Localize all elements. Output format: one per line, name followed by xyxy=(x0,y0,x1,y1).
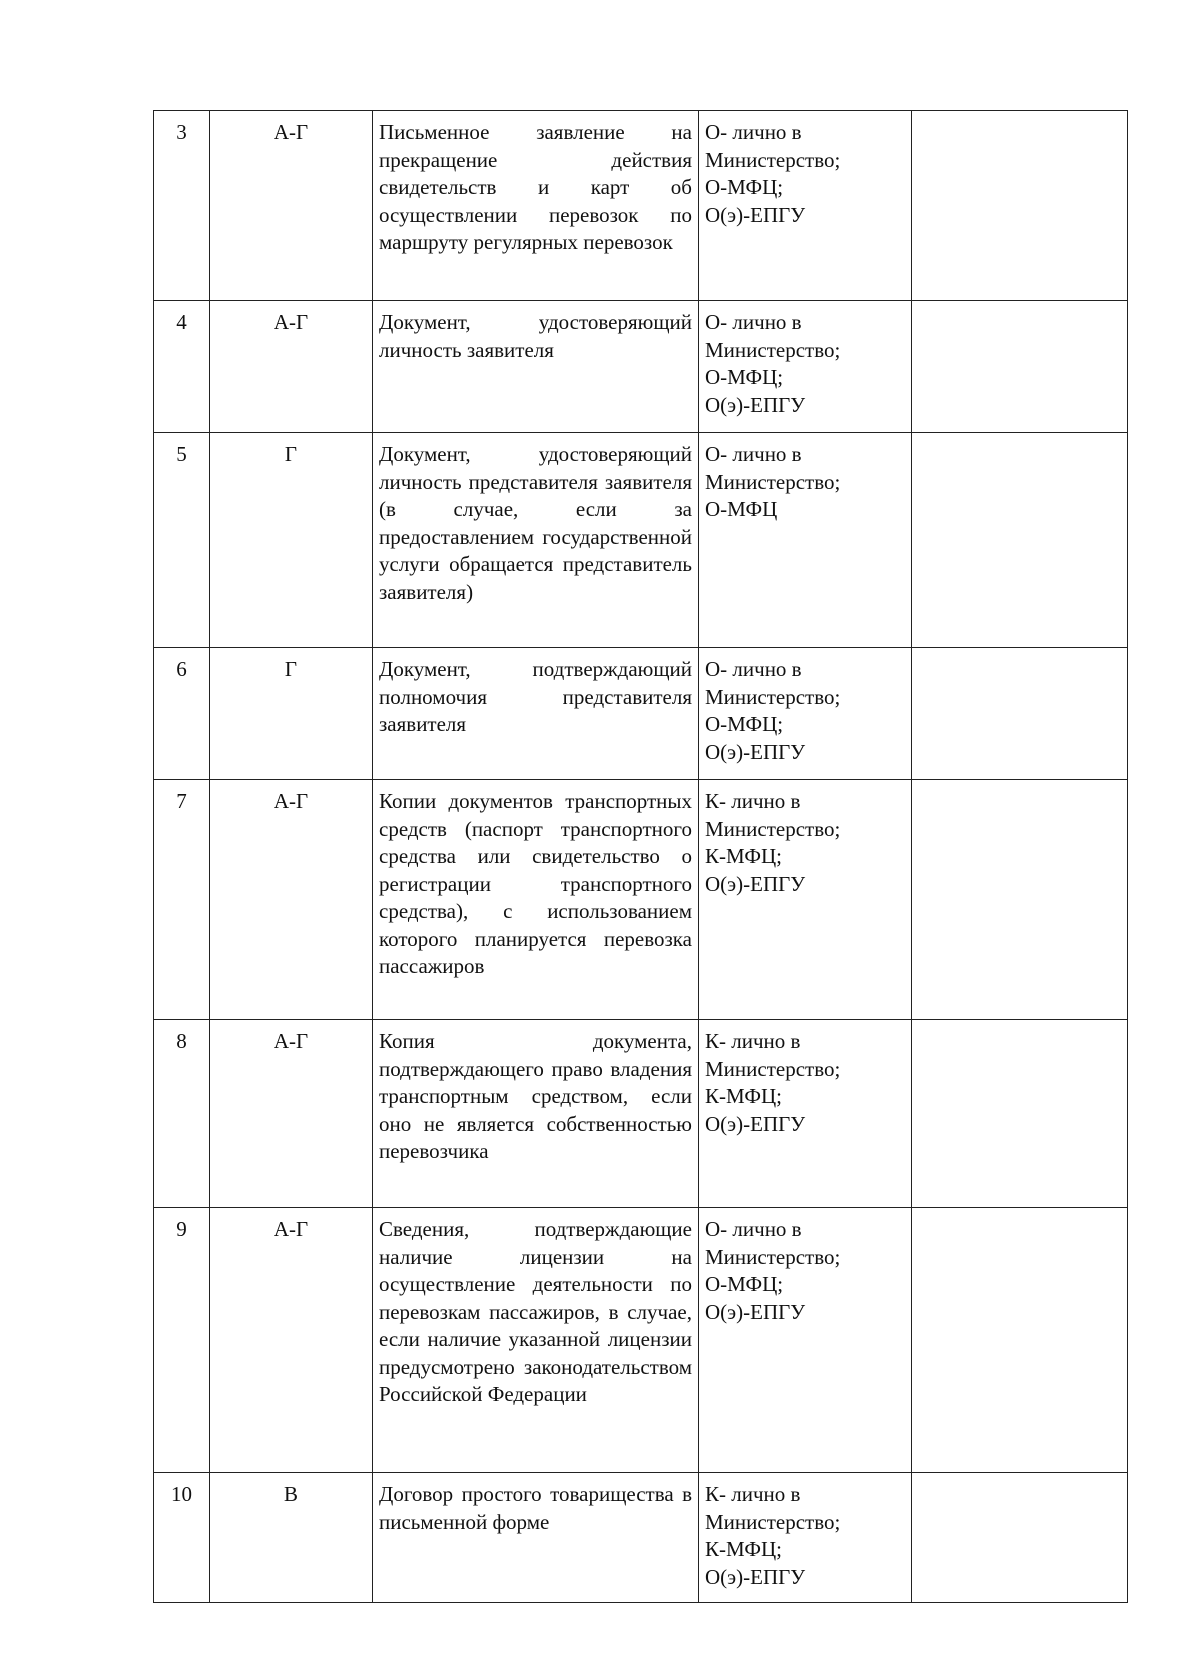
submission-way: О(э)-ЕПГУ xyxy=(705,1111,806,1136)
table-row xyxy=(154,1020,1128,1208)
submission-way: Министерство; xyxy=(705,816,841,841)
row-number: 9 xyxy=(154,1208,210,1473)
submission-way: О-МФЦ; xyxy=(705,365,784,389)
table-row xyxy=(154,780,1128,1020)
document-description: Документ, подтверждающий полномочия представителя заявителя xyxy=(373,648,699,780)
submission-way: К- лично в xyxy=(705,789,801,813)
submission-way: К-МФЦ; xyxy=(705,1084,782,1108)
document-description: Договор простого товарищества в письменной форме xyxy=(373,1473,699,1603)
submission-way: О(э)-ЕПГУ xyxy=(705,871,806,896)
submission-way: Министерство; xyxy=(705,337,841,362)
applicant-category: А-Г xyxy=(210,111,373,301)
submission-way: О(э)-ЕПГУ xyxy=(705,1299,806,1324)
submission-way: О(э)-ЕПГУ xyxy=(705,392,806,417)
applicant-category: В xyxy=(210,1473,373,1603)
submission-ways xyxy=(699,1208,912,1473)
row-number: 4 xyxy=(154,301,210,433)
submission-ways xyxy=(699,433,912,648)
table-row xyxy=(154,433,1128,648)
document-description: Документ, удостоверяющий личность представителя заявителя (в случае, если за предоставлением государственной услуги обращается представитель заявителя) xyxy=(373,433,699,648)
submission-ways xyxy=(699,1020,912,1208)
note-cell xyxy=(912,648,1128,780)
documents-table xyxy=(153,110,1128,1603)
submission-way: О-МФЦ; xyxy=(705,175,784,199)
table-row xyxy=(154,1208,1128,1473)
submission-ways xyxy=(699,780,912,1020)
submission-way: К- лично в xyxy=(705,1029,801,1053)
submission-way: О(э)-ЕПГУ xyxy=(705,202,806,227)
submission-ways xyxy=(699,111,912,301)
submission-way: К-МФЦ; xyxy=(705,1537,782,1561)
submission-way: О-МФЦ xyxy=(705,497,778,521)
note-cell xyxy=(912,433,1128,648)
submission-way: Министерство; xyxy=(705,147,841,172)
note-cell xyxy=(912,780,1128,1020)
applicant-category: А-Г xyxy=(210,780,373,1020)
submission-way: К- лично в xyxy=(705,1482,801,1506)
submission-way: К-МФЦ; xyxy=(705,844,782,868)
row-number: 5 xyxy=(154,433,210,648)
table-body xyxy=(154,111,1128,1603)
submission-way: Министерство; xyxy=(705,1056,841,1081)
note-cell xyxy=(912,301,1128,433)
submission-way: О- лично в xyxy=(705,442,802,466)
note-cell xyxy=(912,1473,1128,1603)
table-row xyxy=(154,1473,1128,1603)
row-number: 10 xyxy=(154,1473,210,1603)
row-number: 8 xyxy=(154,1020,210,1208)
row-number: 6 xyxy=(154,648,210,780)
applicant-category: А-Г xyxy=(210,1020,373,1208)
submission-way: О-МФЦ; xyxy=(705,1272,784,1296)
document-description: Копия документа, подтверждающего право владения транспортным средством, если оно не является собственностью перевозчика xyxy=(373,1020,699,1208)
applicant-category: А-Г xyxy=(210,1208,373,1473)
submission-way: О- лично в xyxy=(705,120,802,144)
document-description: Сведения, подтверждающие наличие лицензии на осуществление деятельности по перевозкам пассажиров, в случае, если наличие указанной лицензии предусмотрено законодательством Российской Федерации xyxy=(373,1208,699,1473)
submission-way: О- лично в xyxy=(705,310,802,334)
submission-ways xyxy=(699,648,912,780)
submission-way: Министерство; xyxy=(705,684,841,709)
note-cell xyxy=(912,1208,1128,1473)
table-row xyxy=(154,301,1128,433)
submission-way: О-МФЦ; xyxy=(705,712,784,736)
submission-way: О- лично в xyxy=(705,1217,802,1241)
submission-way: Министерство; xyxy=(705,1244,841,1269)
document-description: Документ, удостоверяющий личность заявителя xyxy=(373,301,699,433)
submission-ways xyxy=(699,1473,912,1603)
applicant-category: А-Г xyxy=(210,301,373,433)
submission-way: О(э)-ЕПГУ xyxy=(705,739,806,764)
document-description: Копии документов транспортных средств (паспорт транспортного средства или свидетельство о регистрации транспортного средства), с использованием которого планируется перевозка пассажиров xyxy=(373,780,699,1020)
row-number: 3 xyxy=(154,111,210,301)
submission-way: О- лично в xyxy=(705,657,802,681)
note-cell xyxy=(912,111,1128,301)
applicant-category: Г xyxy=(210,433,373,648)
table-row xyxy=(154,111,1128,301)
note-cell xyxy=(912,1020,1128,1208)
row-number: 7 xyxy=(154,780,210,1020)
table-row xyxy=(154,648,1128,780)
submission-way: Министерство; xyxy=(705,1509,841,1534)
applicant-category: Г xyxy=(210,648,373,780)
submission-way: О(э)-ЕПГУ xyxy=(705,1564,806,1589)
document-description: Письменное заявление на прекращение действия свидетельств и карт об осуществлении перевозок по маршруту регулярных перевозок xyxy=(373,111,699,301)
submission-ways xyxy=(699,301,912,433)
submission-way: Министерство; xyxy=(705,469,841,494)
